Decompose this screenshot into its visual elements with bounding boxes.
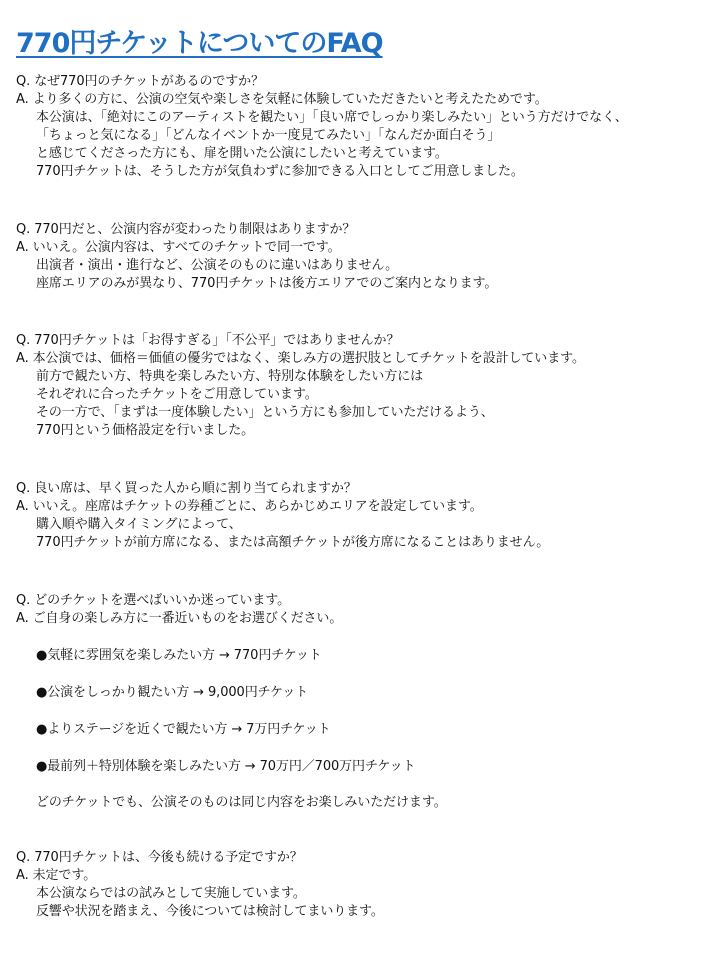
faq-answer-line: A. 本公演では、価格＝価値の優劣ではなく、楽しみ方の選択肢としてチケットを設計しています。 [16, 351, 585, 366]
faq-answer-line: A. より多くの方に、公演の空気や楽しさを気軽に体験していただきたいと考えたためです。 [16, 92, 548, 107]
faq-answer-line: 前方で観たい方、特典を楽しみたい方、特別な体験をしたい方には [36, 369, 424, 384]
faq-answer-line: A. いいえ。座席はチケットの券種ごとに、あらかじめエリアを設定しています。 [16, 499, 483, 514]
ticket-option-line: ●よりステージを近くで観たい方 → 7万円チケット [36, 722, 331, 737]
faq-question: Q. 良い席は、早く買った人から順に割り当てられますか？ [16, 481, 357, 496]
faq-question: Q. 770円チケットは、今後も続ける予定ですか？ [16, 850, 303, 865]
faq-answer-line: 「ちょっと気になる」「どんなイベントか一度見てみたい」「なんだか面白そう」 [36, 128, 501, 143]
faq-answer-line: 本公演は、「絶対にこのアーティストを観たい」「良い席でしっかり楽しみたい」という方だけでなく、 [36, 110, 628, 125]
faq-question: Q. 770円だと、公演内容が変わったり制限はありますか？ [16, 222, 356, 237]
ticket-option-line: ●最前列＋特別体験を楽しみたい方 → 70万円／700万円チケット [36, 759, 416, 774]
faq-question: Q. 770円チケットは「お得すぎる」「不公平」ではありませんか？ [16, 333, 400, 348]
faq-answer-line: それぞれに合ったチケットをご用意しています。 [36, 387, 318, 402]
ticket-option-line: ●気軽に雰囲気を楽しみたい方 → 770円チケット [36, 648, 322, 663]
faq-answer-line: 770円という価格設定を行いました。 [36, 423, 255, 438]
faq-answer-line: どのチケットでも、公演そのものは同じ内容をお楽しみいただけます。 [36, 795, 447, 810]
faq-answer-line: 出演者・演出・進行など、公演そのものに違いはありません。 [36, 258, 398, 273]
faq-answer-line: 座席エリアのみが異なり、770円チケットは後方エリアでのご案内となります。 [36, 276, 498, 291]
faq-answer-line: 本公演ならではの試みとして実施しています。 [36, 886, 306, 901]
faq-answer-line: その一方で、「まずは一度体験したい」という方にも参加していただけるよう、 [36, 405, 494, 420]
faq-question: Q. なぜ770円のチケットがあるのですか？ [16, 74, 264, 89]
faq-answer-line: 770円チケットは、そうした方が気負わずに参加できる入口としてご用意しました。 [36, 164, 524, 179]
faq-answer-line: 反響や状況を踏まえ、今後については検討してまいります。 [36, 904, 384, 919]
faq-answer-line: 購入順や購入タイミングによって、 [36, 517, 242, 532]
faq-answer-line: と感じてくださった方にも、扉を開いた公演にしたいと考えています。 [36, 146, 448, 161]
faq-answer-line: 770円チケットが前方席になる、または高額チケットが後方席になることはありません。 [36, 535, 550, 550]
faq-answer-line: A. 未定です。 [16, 868, 97, 883]
faq-question: Q. どのチケットを選べばいいか迷っています。 [16, 593, 290, 608]
ticket-option-line: ●公演をしっかり観たい方 → 9,000円チケット [36, 685, 309, 700]
page-title: 770円チケットについてのFAQ [16, 28, 383, 59]
faq-answer-line: A. ご自身の楽しみ方に一番近いものをお選びください。 [16, 611, 343, 626]
faq-answer-line: A. いいえ。公演内容は、すべてのチケットで同一です。 [16, 240, 341, 255]
